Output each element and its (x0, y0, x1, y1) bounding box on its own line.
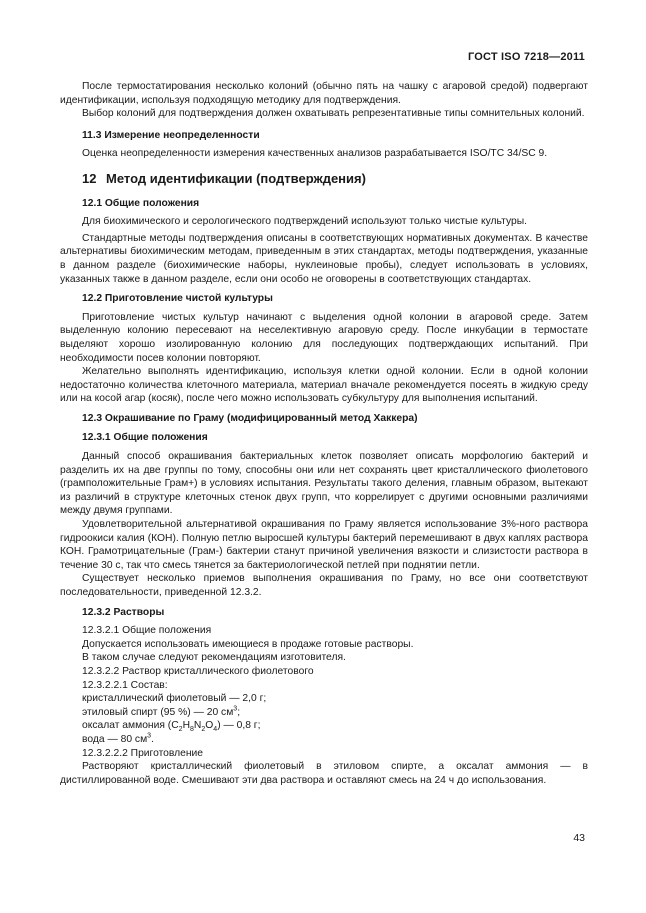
paragraph: Выбор колоний для подтверждения должен охватывать репрезентативные типы сомнительных колоний. (82, 108, 585, 120)
page-number: 43 (573, 832, 585, 844)
section-12-2-heading: 12.2 Приготовление чистой культуры (82, 293, 273, 305)
section-12-heading (60, 172, 588, 186)
section-12-title: Метод идентификации (подтверждения) (106, 170, 366, 186)
section-12-1-heading: 12.1 Общие положения (82, 197, 200, 209)
paragraph: Для биохимического и серологического подтверждений используют только чистые культуры. (82, 216, 527, 228)
section-12-3-2-heading: 12.3.2 Растворы (82, 606, 165, 618)
paragraph: Желательно выполнять идентификацию, используя клетки одной колонии. Если в одной колонии недостаточно количества клеточного материала, материал вначале рекомендуется посеять в жидкую среду или на косой агар (косяк), после чего можно использовать субкультуру для выполнения испытаний. (60, 366, 588, 405)
section-12-number: 12 (82, 170, 97, 186)
list-line: 12.3.2.2.1 Состав: (82, 679, 168, 691)
list-line: 12.3.2.1 Общие положения (82, 625, 212, 637)
paragraph: Данный способ окрашивания бактериальных клеток позволяет описать морфологию бактерий и разделить их на две группы по тому, способны они или нет сохранять цвет кристаллического фиолетового (грамположительные Грам+) в условиях испытания. Результаты такого деления, главным образом, вытекают из различий в структуре клеточных стенок двух групп, что коррелирует с другими основными различиями между двумя группами. (60, 451, 588, 517)
section-11-3-heading: 11.3 Измерение неопределенности (82, 129, 260, 141)
list-line: 12.3.2.2.2 Приготовление (82, 747, 204, 759)
paragraph: Оценка неопределенности измерения качественных анализов разрабатывается ISO/TC 34/SC 9. (82, 148, 548, 160)
paragraph: Растворяют кристаллический фиолетовый в этиловом спирте, а оксалат аммония — в дистиллированной воде. Смешивают эти два раствора и оставляют смесь на 24 ч до использования. (60, 761, 588, 786)
paragraph: После термостатирования несколько колоний (обычно пять на чашку с агаровой средой) подвергают идентификации, используя подходящую методику для подтверждения. (60, 81, 588, 106)
document-code-header: ГОСТ ISO 7218—2011 (467, 51, 585, 63)
list-line: В таком случае следуют рекомендациям изготовителя. (82, 652, 346, 664)
list-line: вода — 80 $см^3$. (82, 732, 154, 745)
list-line: 12.3.2.2 Раствор кристаллического фиолетового (82, 665, 314, 677)
section-12-3-heading: 12.3 Окрашивание по Граму (модифицированный метод Хаккера) (82, 412, 418, 424)
list-line: кристаллический фиолетовый — 2,0 г; (82, 693, 267, 705)
page-body (60, 80, 588, 787)
paragraph: Приготовление чистых культур начинают с выделения одной колонии в агаровой среде. Затем выделенную колонию пересевают на неселективную агаровую среду. После инкубации в термостате выделяют хорошо изолированную колонию для последующих подтверждающих испытаний. При необходимости посев колонии повторяют. (60, 311, 588, 364)
list-line: Допускается использовать имеющиеся в продаже готовые растворы. (82, 638, 414, 650)
section-12-3-1-heading: 12.3.1 Общие положения (82, 432, 208, 444)
paragraph: Стандартные методы подтверждения описаны в соответствующих нормативных документах. В качестве альтернативы биохимическим методам, приведенным в этих стандартах, методы подтверждения, указанные в данном разделе (биохимические наборы, нуклеиновые пробы), следует использовать в условиях, указанных также в данном разделе, если они особо не оговорены в соответствующих стандартах. (60, 232, 588, 285)
list-line: этиловый спирт (95 %) — 20 $см^3$; (82, 705, 241, 718)
list-line: оксалат аммония $(C_2H_8N_2O_4)$ — 0,8 г; (82, 720, 261, 734)
paragraph: Удовлетворительной альтернативой окрашивания по Граму является использование 3%-ного раствора гидроокиси калия (КОН). Полную петлю выросшей культуры бактерий перемешивают в двух каплях раствора КОН. Грамотрицательные (Грам-) бактерии станут причиной увеличения вязкости и слизистости раствора в течение 30 с, так что смесь тянется за бактериологической петлей при поднятии петли. (60, 519, 588, 571)
paragraph: Существует несколько приемов выполнения окрашивания по Граму, но все они соответствуют последовательности, приведенной 12.3.2. (60, 573, 588, 598)
